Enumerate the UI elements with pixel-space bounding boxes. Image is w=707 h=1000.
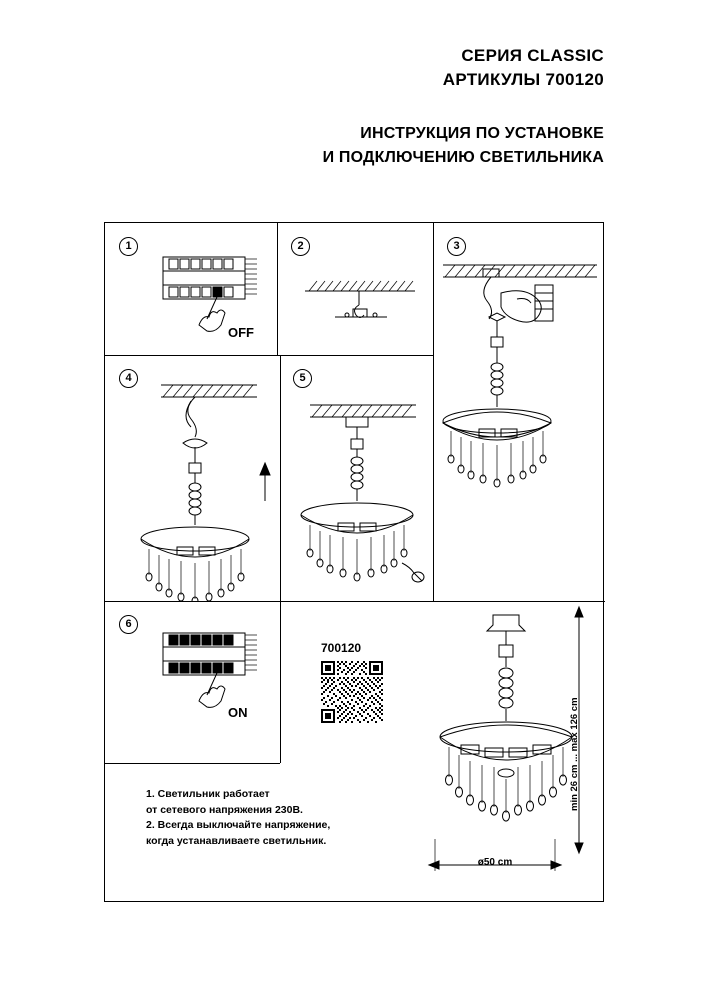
article-label: АРТИКУЛЫ 700120 bbox=[442, 70, 604, 89]
grid-line-v1 bbox=[277, 223, 278, 355]
note-line-4: когда устанавливаете светильник. bbox=[146, 834, 327, 847]
step-badge-5: 5 bbox=[293, 369, 312, 388]
product-code-label: 700120 bbox=[321, 641, 362, 655]
step-1-caption: OFF bbox=[228, 325, 254, 340]
step-badge-4: 4 bbox=[119, 369, 138, 388]
page-title-line2: И ПОДКЛЮЧЕНИЮ СВЕТИЛЬНИКА bbox=[322, 149, 604, 166]
note-line-2: от сетевого напряжения 230В. bbox=[146, 803, 303, 816]
step-2-illustration bbox=[295, 265, 425, 345]
step-badge-3: 3 bbox=[447, 237, 466, 256]
horizontal-dimension-label: ø50 cm bbox=[477, 857, 513, 868]
step-6-illustration bbox=[145, 623, 275, 723]
diagram-frame bbox=[104, 222, 604, 902]
qr-code-icon bbox=[321, 661, 383, 723]
series-label: СЕРИЯ CLASSIC bbox=[461, 46, 604, 65]
step-badge-6: 6 bbox=[119, 615, 138, 634]
header bbox=[443, 44, 604, 92]
step-3-illustration bbox=[435, 241, 605, 591]
step-badge-2: 2 bbox=[291, 237, 310, 256]
grid-line-v4 bbox=[280, 601, 281, 763]
notes-block bbox=[146, 787, 330, 849]
grid-line-h2 bbox=[105, 601, 433, 602]
step-5-illustration bbox=[290, 387, 440, 597]
vertical-dimension-label: min 26 cm ... max 126 cm bbox=[569, 697, 580, 811]
step-1-illustration bbox=[145, 247, 275, 347]
step-6-caption: ON bbox=[228, 705, 248, 720]
grid-line-h4 bbox=[105, 763, 280, 764]
step-4-illustration bbox=[135, 371, 285, 601]
note-line-1: 1. Светильник работает bbox=[146, 788, 270, 800]
grid-line-h1 bbox=[105, 355, 433, 356]
page-title-line1: ИНСТРУКЦИЯ ПО УСТАНОВКЕ bbox=[360, 125, 604, 142]
note-line-3: 2. Всегда выключайте напряжение, bbox=[146, 819, 331, 831]
page-title bbox=[323, 122, 604, 170]
step-badge-1: 1 bbox=[119, 237, 138, 256]
